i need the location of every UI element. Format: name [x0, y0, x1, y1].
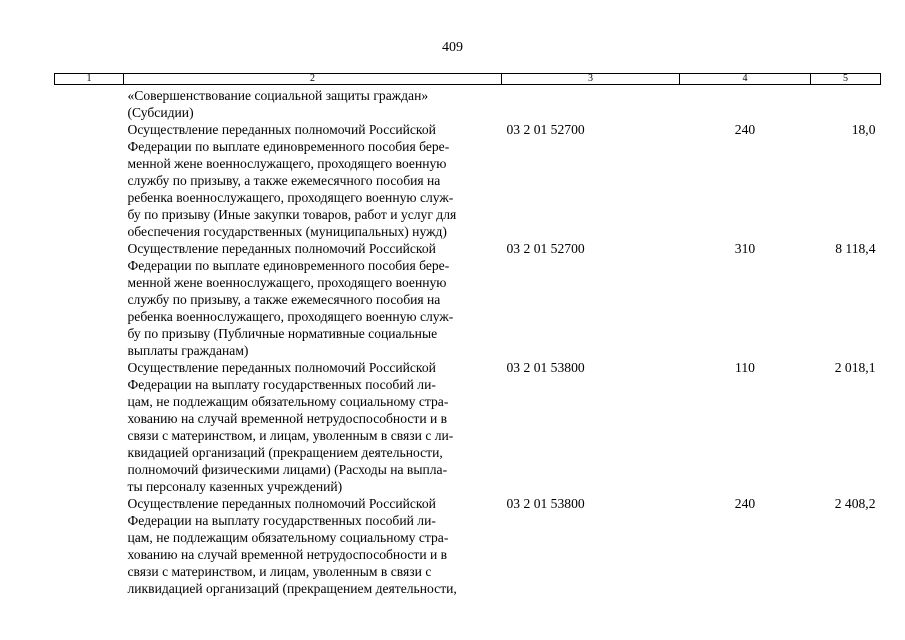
column-number-1: 1	[55, 74, 124, 85]
budget-table	[54, 73, 881, 597]
expense-name-line: службу по призыву, а также ежемесячного пособия на	[127, 292, 441, 307]
amount-cell	[811, 85, 881, 122]
row-number-cell	[55, 85, 124, 122]
page-number: 409	[442, 40, 463, 55]
row-number-cell	[55, 495, 124, 597]
expense-name-line: полномочий физическими лицами) (Расходы на выпла-	[127, 462, 448, 477]
row-number-cell	[55, 359, 124, 495]
expense-name-line: ликвидацией организаций (прекращением деятельности,	[127, 581, 457, 596]
table-row	[55, 240, 881, 359]
expense-type-cell: 110	[735, 360, 755, 375]
expense-name-line: Федерации по выплате единовременного пособия бере-	[127, 258, 450, 273]
expense-name-line: Осуществление переданных полномочий Российской	[127, 122, 436, 137]
expense-name-line: связи с материнством, и лицам, уволенным в связи с ли-	[127, 428, 454, 443]
expense-name-line: Федерации на выплату государственных пособий ли-	[127, 513, 436, 528]
expense-name-line: Федерации по выплате единовременного пособия бере-	[127, 139, 450, 154]
expense-name-line: цам, не подлежащим обязательному социальному стра-	[127, 530, 449, 545]
program-code-cell: 03 2 01 52700	[506, 241, 585, 256]
amount-cell: 2 018,1	[834, 360, 876, 375]
expense-name-line: цам, не подлежащим обязательному социальному стра-	[127, 394, 449, 409]
expense-name-cell	[124, 85, 502, 122]
table-row	[55, 495, 881, 597]
column-number-5: 5	[811, 74, 881, 85]
expense-name-line: хованию на случай временной нетрудоспособности и в	[127, 411, 448, 426]
program-code-cell: 03 2 01 53800	[506, 360, 585, 375]
expense-name-line: «Совершенствование социальной защиты граждан»	[127, 88, 429, 103]
expense-name-line: Осуществление переданных полномочий Российской	[127, 241, 436, 256]
column-number-3: 3	[502, 74, 680, 85]
table-row	[55, 121, 881, 240]
expense-name-line: ребенка военнослужащего, проходящего военную служ-	[127, 309, 454, 324]
row-number-cell	[55, 121, 124, 240]
amount-cell: 18,0	[851, 122, 876, 137]
expense-name-line: (Субсидии)	[127, 105, 194, 120]
expense-name-line: бу по призыву (Публичные нормативные социальные	[127, 326, 438, 341]
table-row	[55, 85, 881, 122]
expense-name-line: выплаты гражданам)	[127, 343, 249, 358]
expense-name-cell	[124, 495, 502, 597]
expense-name-line: квидацией организаций (прекращением деятельности,	[127, 445, 443, 460]
expense-name-line: Федерации на выплату государственных пособий ли-	[127, 377, 436, 392]
expense-name-line: связи с материнством, и лицам, уволенным в связи с	[127, 564, 432, 579]
expense-name-line: обеспечения государственных (муниципальных) нужд)	[127, 224, 447, 239]
expense-name-line: менной жене военнослужащего, проходящего военную	[127, 275, 447, 290]
expense-name-line: ты персоналу казенных учреждений)	[127, 479, 343, 494]
program-code-cell	[502, 85, 680, 122]
program-code-cell: 03 2 01 52700	[506, 122, 585, 137]
table-row	[55, 359, 881, 495]
expense-name-line: ребенка военнослужащего, проходящего военную служ-	[127, 190, 454, 205]
row-number-cell	[55, 240, 124, 359]
expense-name-line: бу по призыву (Иные закупки товаров, работ и услуг для	[127, 207, 457, 222]
expense-name-line: Осуществление переданных полномочий Российской	[127, 360, 436, 375]
amount-cell: 8 118,4	[835, 241, 876, 256]
amount-cell: 2 408,2	[834, 496, 876, 511]
expense-name-line: хованию на случай временной нетрудоспособности и в	[127, 547, 448, 562]
program-code-cell: 03 2 01 53800	[506, 496, 585, 511]
expense-type-cell: 240	[734, 496, 756, 511]
expense-name-cell	[124, 240, 502, 359]
column-number-2: 2	[124, 74, 502, 85]
expense-type-cell	[680, 85, 811, 122]
expense-type-cell: 240	[734, 122, 756, 137]
expense-name-line: менной жене военнослужащего, проходящего военную	[127, 156, 447, 171]
expense-name-cell	[124, 121, 502, 240]
table-header-row	[55, 74, 881, 85]
expense-name-line: Осуществление переданных полномочий Российской	[127, 496, 436, 511]
expense-type-cell: 310	[734, 241, 756, 256]
expense-name-cell	[124, 359, 502, 495]
expense-name-line: службу по призыву, а также ежемесячного пособия на	[127, 173, 441, 188]
column-number-4: 4	[680, 74, 811, 85]
